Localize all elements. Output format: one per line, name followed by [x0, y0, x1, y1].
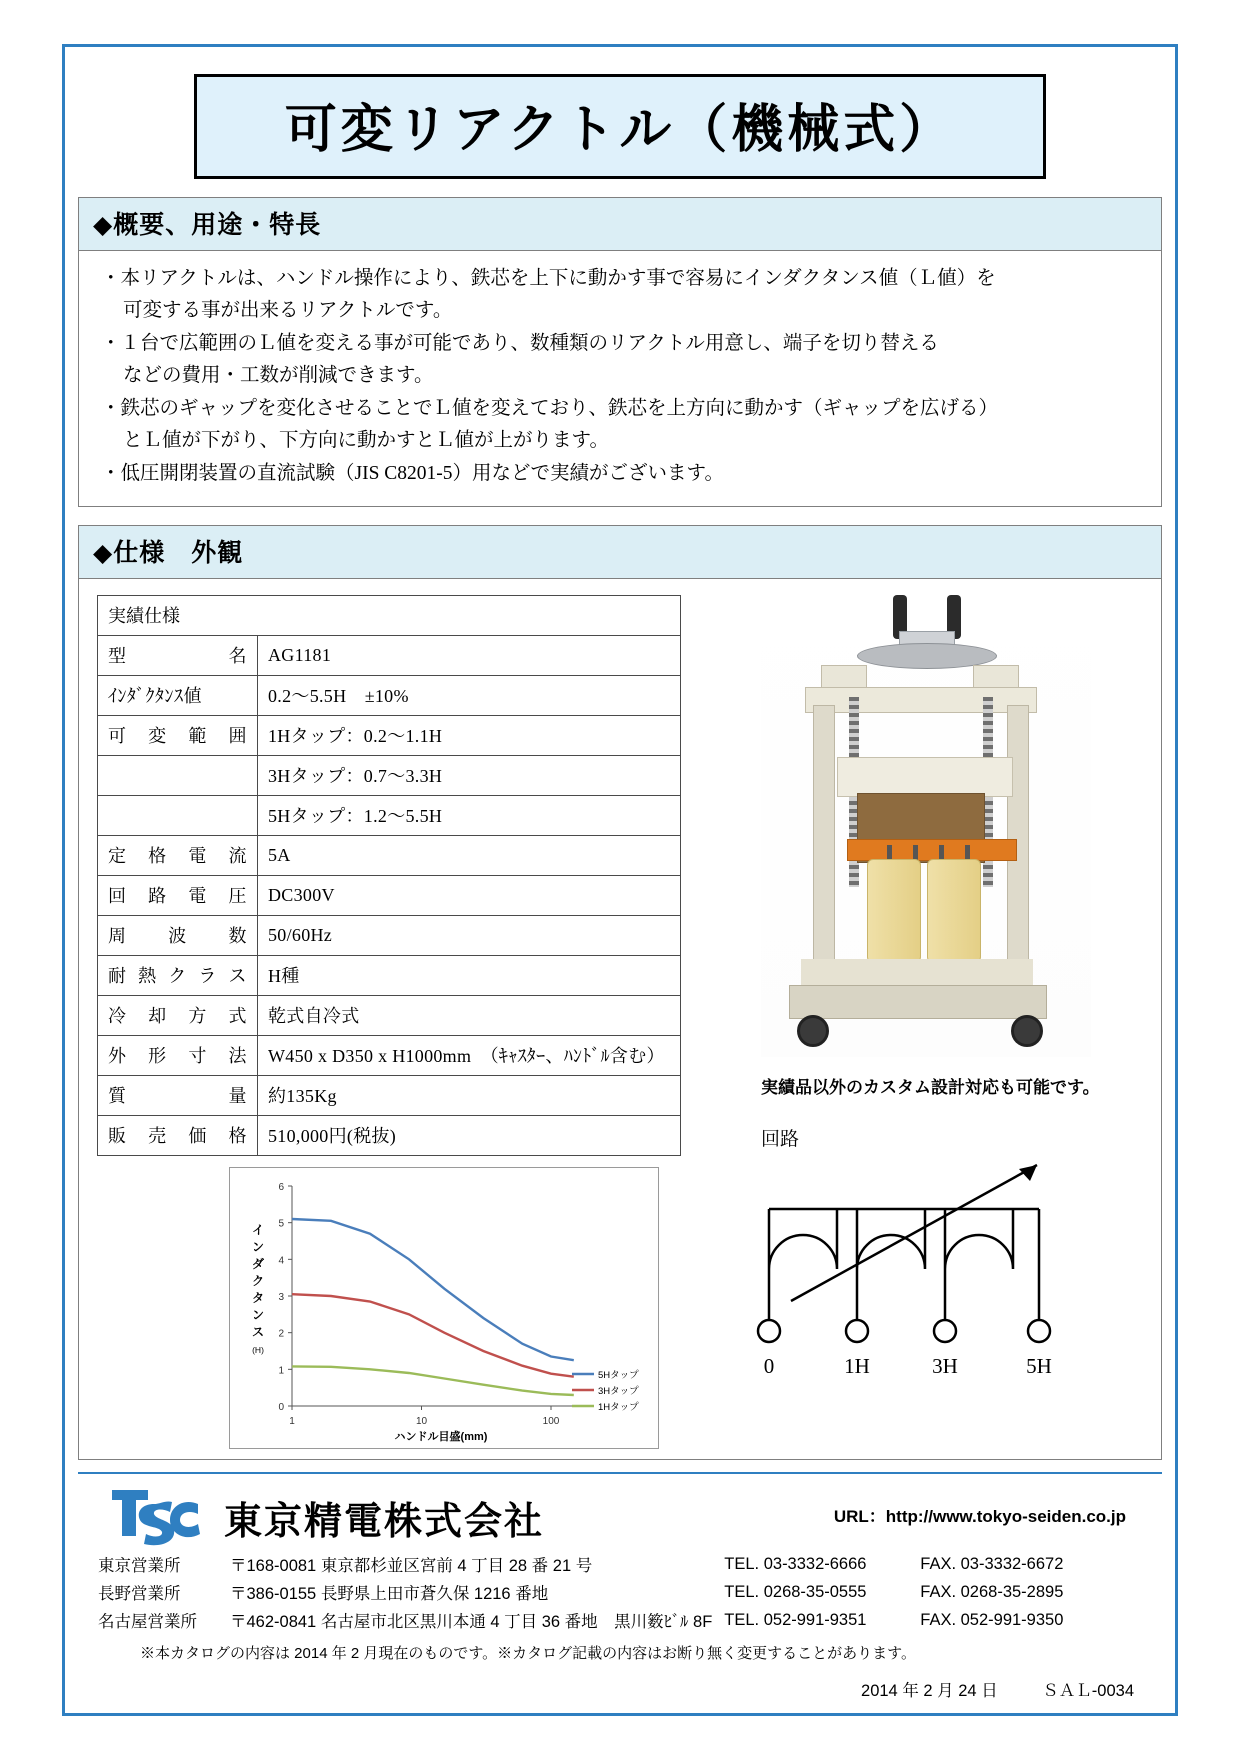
spec-label: 販 売 価 格 — [98, 1116, 258, 1156]
spec-value: 5A — [258, 836, 681, 876]
table-row — [98, 1116, 681, 1156]
footer-note: ※本カタログの内容は 2014 年 2 月現在のものです。※カタログ記載の内容はお断り無く変更することがあります。 — [140, 1645, 916, 1662]
svg-text:1: 1 — [278, 1365, 284, 1377]
svg-text:0: 0 — [763, 1354, 775, 1379]
svg-text:タ: タ — [251, 1291, 265, 1306]
spec-value: 510,000円(税抜) — [258, 1116, 681, 1156]
footer-date: 2014 年 2 月 24 日 — [861, 1682, 998, 1700]
table-row — [98, 956, 681, 996]
office-tel: TEL. 052-991-9351 — [724, 1610, 867, 1629]
photo-coil — [927, 859, 981, 963]
svg-text:0: 0 — [278, 1402, 284, 1414]
photo-base — [789, 985, 1047, 1019]
footer-top — [78, 1484, 1162, 1546]
page-footer — [78, 1472, 1162, 1701]
spec-value: W450 x D350 x H1000mm （ｷｬｽﾀｰ、ﾊﾝﾄﾞﾙ含む） — [258, 1036, 681, 1076]
svg-text:6: 6 — [278, 1182, 284, 1194]
spec-label: 質 量 — [98, 1076, 258, 1116]
office-fax: FAX. 0268-35-2895 — [920, 1582, 1064, 1601]
spec-table — [97, 595, 681, 1156]
photo-top-plate — [805, 687, 1037, 713]
office-address: 〒168-0081 東京都杉並区宮前 4 丁目 28 番 21 号 — [230, 1557, 593, 1575]
bullet-continuation: とＬ値が下がり、下方向に動かすとＬ値が上がります。 — [123, 429, 609, 451]
bullet-main: ・低圧開閉装置の直流試験（JIS C8201-5）用などで実績がございます。 — [101, 463, 724, 485]
spec-label: 外 形 寸 法 — [98, 1036, 258, 1076]
company-name: 東京精電株式会社 — [224, 1501, 545, 1543]
spec-label: 回 路 電 圧 — [98, 876, 258, 916]
table-row — [98, 876, 681, 916]
office-name: 長野営業所 — [98, 1585, 181, 1603]
spec-label: 耐 熱 ク ラ ス — [98, 956, 258, 996]
photo-caster-wheel — [1011, 1015, 1043, 1047]
spec-table-caption: 実績仕様 — [98, 596, 681, 636]
table-row — [98, 916, 681, 956]
svg-text:3Hタップ: 3Hタップ — [598, 1386, 639, 1398]
table-row — [98, 636, 681, 676]
bullet-main: ・鉄芯のギャップを変化させることでＬ値を変えており、鉄芯を上方向に動かす（ギャップを広げる） — [101, 398, 999, 420]
svg-text:ダ: ダ — [251, 1257, 265, 1272]
spec-value: DC300V — [258, 876, 681, 916]
spec-label: 可 変 範 囲 — [98, 716, 258, 756]
footer-divider — [78, 1472, 1162, 1474]
table-row — [92, 1550, 1069, 1578]
spec-label: 冷 却 方 式 — [98, 996, 258, 1036]
office-fax: FAX. 052-991-9350 — [920, 1610, 1064, 1629]
table-row — [98, 716, 681, 756]
svg-text:イ: イ — [251, 1223, 265, 1238]
company-logo — [102, 1484, 206, 1546]
office-name: 東京営業所 — [98, 1557, 181, 1575]
bullet-main: ・１台で広範囲のＬ値を変える事が可能であり、数種類のリアクトル用意し、端子を切り替える — [101, 333, 939, 355]
spec-section-header: ◆仕様 外観 — [79, 526, 1161, 579]
circuit-label: 回路 — [761, 1129, 800, 1151]
spec-label — [98, 756, 258, 796]
table-row — [98, 596, 681, 636]
table-row — [98, 1036, 681, 1076]
spec-label: 型 名 — [98, 636, 258, 676]
photo-coil — [867, 859, 921, 963]
product-photo — [761, 587, 1091, 1057]
bullet-continuation: などの費用・工数が削減できます。 — [123, 364, 434, 386]
overview-section-header: ◆概要、用途・特長 — [79, 198, 1161, 251]
spec-label: 周 波 数 — [98, 916, 258, 956]
svg-text:ク: ク — [251, 1274, 265, 1289]
footer-docid — [78, 1677, 1162, 1701]
svg-text:3H: 3H — [932, 1354, 958, 1379]
inductance-chart — [229, 1167, 659, 1449]
page-content — [78, 58, 1162, 1702]
spec-value: 1Hタップ：0.2〜1.1H — [258, 716, 681, 756]
svg-text:4: 4 — [278, 1255, 284, 1267]
inductance-chart-svg — [230, 1168, 660, 1450]
svg-text:5H: 5H — [1026, 1354, 1052, 1379]
spec-label: 定 格 電 流 — [98, 836, 258, 876]
company-url[interactable]: URL：http://www.tokyo-seiden.co.jp — [833, 1507, 1126, 1526]
spec-value: 50/60Hz — [258, 916, 681, 956]
svg-text:1Hタップ: 1Hタップ — [598, 1402, 639, 1414]
list-item — [101, 393, 1143, 456]
office-address: 〒462-0841 名古屋市北区黒川本通 4 丁目 36 番地 黒川䉤ﾋﾞﾙ 8F — [230, 1613, 713, 1631]
svg-text:5Hタップ: 5Hタップ — [598, 1370, 639, 1382]
bullet-main: ・本リアクトルは、ハンドル操作により、鉄芯を上下に動かす事で容易にインダクタンス値（Ｌ値）を — [101, 268, 996, 289]
svg-text:ハンドル目盛(mm): ハンドル目盛(mm) — [394, 1431, 488, 1444]
svg-text:100: 100 — [542, 1416, 560, 1428]
table-row — [98, 1076, 681, 1116]
svg-text:5: 5 — [278, 1218, 284, 1230]
list-item — [101, 458, 1143, 490]
list-item — [101, 263, 1143, 326]
photo-terminal-bar — [847, 839, 1017, 861]
svg-text:ン: ン — [251, 1240, 265, 1255]
svg-text:2: 2 — [278, 1328, 284, 1340]
spec-value: 5Hタップ：1.2〜5.5H — [258, 796, 681, 836]
svg-text:3: 3 — [278, 1292, 284, 1304]
office-tel: TEL. 03-3332-6666 — [724, 1554, 867, 1573]
svg-text:10: 10 — [415, 1416, 428, 1428]
office-tel: TEL. 0268-35-0555 — [724, 1582, 867, 1601]
product-photo-area — [719, 587, 1149, 1396]
table-row — [92, 1578, 1069, 1606]
table-row — [98, 676, 681, 716]
spec-value: H種 — [258, 956, 681, 996]
table-row — [92, 1606, 1069, 1634]
bullet-continuation: 可変する事が出来るリアクトルです。 — [123, 299, 453, 321]
page-title-text: 可変リアクトル（機械式） — [284, 99, 956, 160]
circuit-diagram — [747, 1151, 1107, 1391]
table-row — [98, 756, 681, 796]
photo-frame-column — [813, 705, 835, 987]
spec-section-body — [79, 579, 1161, 1459]
page-title — [194, 74, 1046, 179]
overview-section-body — [79, 251, 1161, 506]
spec-label — [98, 796, 258, 836]
office-name: 名古屋営業所 — [98, 1613, 197, 1631]
table-row — [98, 836, 681, 876]
svg-text:1: 1 — [289, 1416, 295, 1428]
office-address: 〒386-0155 長野県上田市蒼久保 1216 番地 — [230, 1585, 549, 1603]
photo-caption: 実績品以外のカスタム設計対応も可能です。 — [761, 1078, 1100, 1098]
spec-value: AG1181 — [258, 636, 681, 676]
spec-section — [78, 525, 1162, 1460]
svg-text:ン: ン — [251, 1308, 265, 1323]
overview-section — [78, 197, 1162, 507]
svg-text:(H): (H) — [252, 1345, 264, 1356]
svg-text:1H: 1H — [844, 1354, 870, 1379]
spec-value: 乾式自冷式 — [258, 996, 681, 1036]
offices-table — [92, 1550, 1069, 1634]
table-row — [98, 796, 681, 836]
office-fax: FAX. 03-3332-6672 — [920, 1554, 1064, 1573]
svg-text:ス: ス — [251, 1325, 265, 1340]
spec-label: ｲﾝﾀﾞｸﾀﾝｽ値 — [98, 676, 258, 716]
spec-value: 0.2〜5.5H ±10% — [258, 676, 681, 716]
list-item — [101, 328, 1143, 391]
spec-value: 約135Kg — [258, 1076, 681, 1116]
photo-mid-plate — [837, 757, 1013, 797]
spec-value: 3Hタップ：0.7〜3.3H — [258, 756, 681, 796]
table-row — [98, 996, 681, 1036]
photo-caster-wheel — [797, 1015, 829, 1047]
footer-doc-number: ＳＡＬ-0034 — [1042, 1682, 1134, 1700]
